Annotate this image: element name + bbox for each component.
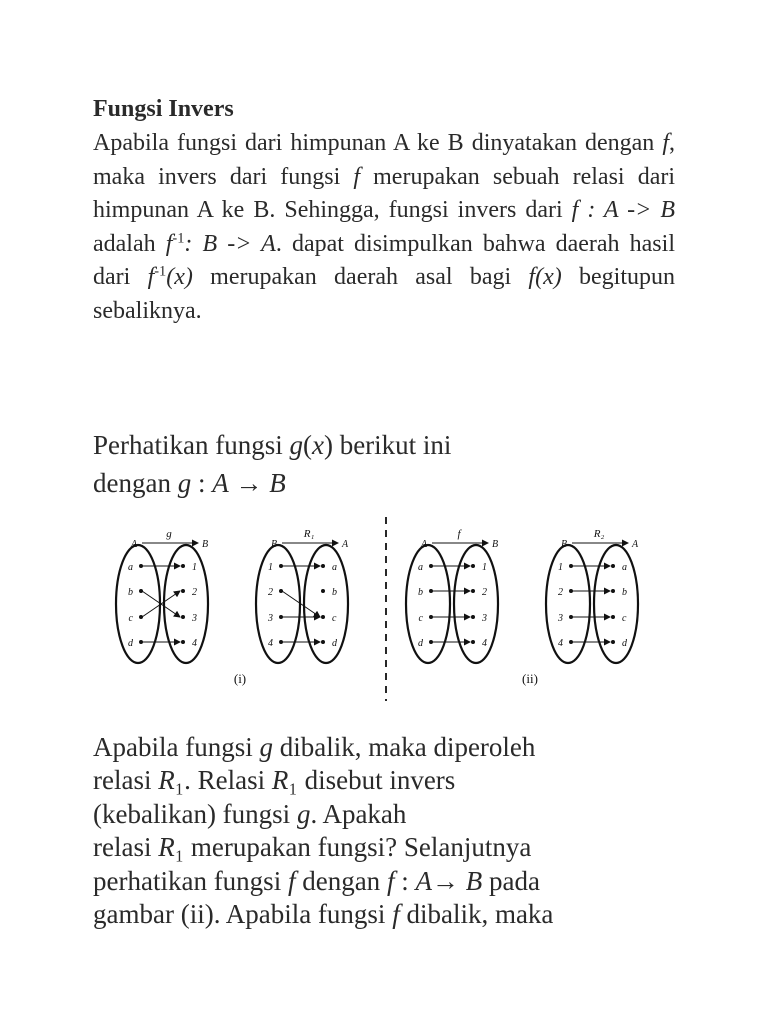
para2-line-4 (93, 831, 693, 864)
math: R (271, 765, 289, 796)
lead-text (93, 426, 693, 502)
subscript: ₁ (288, 765, 298, 796)
domain-ellipse (546, 545, 590, 663)
text: Perhatikan fungsi (93, 430, 290, 460)
codomain-point (611, 589, 615, 593)
diagram-r2 (546, 528, 639, 663)
codomain-element: 1 (482, 562, 487, 573)
math: A (212, 468, 229, 498)
codomain-element: 1 (192, 562, 197, 573)
text: ( (302, 430, 312, 460)
text: : (191, 468, 213, 498)
mapping-diagrams-figure (114, 515, 654, 703)
text: gambar (ii). Apabila fungsi (93, 899, 393, 930)
codomain-element: d (622, 638, 627, 649)
codomain-set-label: B (491, 539, 499, 550)
diagram-r1 (256, 528, 349, 663)
math: A (415, 865, 432, 896)
domain-element: 3 (268, 613, 273, 624)
text: perhatikan fungsi (93, 865, 288, 896)
codomain-element: c (332, 613, 337, 624)
diagram-f (406, 528, 498, 663)
math: g (177, 468, 192, 498)
subscript: ₁ (174, 832, 185, 863)
inverse-paragraph (93, 731, 693, 931)
caption-i: (i) (233, 671, 247, 686)
codomain-point (181, 564, 185, 568)
subscript: ₁ (174, 765, 185, 796)
lead-line-2 (93, 464, 693, 502)
codomain-point (181, 589, 185, 593)
superscript: -1 (154, 263, 167, 280)
codomain-element: 2 (482, 587, 487, 598)
math: f (287, 865, 296, 896)
codomain-point (471, 564, 475, 568)
diagrams-group (116, 528, 639, 663)
math: f (165, 230, 173, 257)
text: dengan (295, 865, 387, 896)
lead-line-1 (93, 426, 693, 464)
codomain-point (611, 640, 615, 644)
codomain-ellipse (454, 545, 498, 663)
domain-element: 4 (268, 638, 273, 649)
math: g (259, 732, 273, 762)
codomain-element: 3 (192, 613, 197, 624)
domain-set-label: B (560, 539, 568, 550)
caption-ii: (ii) (522, 671, 538, 686)
math: R (158, 765, 175, 796)
text: Apabila fungsi (93, 732, 260, 762)
math: f (386, 865, 395, 896)
diagram-g (116, 528, 208, 663)
codomain-point (471, 615, 475, 619)
domain-ellipse (406, 545, 450, 663)
relation-label: R₂ (593, 528, 605, 540)
domain-element: 1 (558, 562, 563, 573)
codomain-element: 4 (192, 638, 197, 649)
math: f : A -> B (571, 197, 675, 224)
codomain-element: 3 (482, 613, 487, 624)
codomain-ellipse (594, 545, 638, 663)
text: (kebalikan) fungsi (93, 798, 297, 829)
text: pada (482, 865, 540, 896)
text: begitupun sebaliknya. (93, 264, 675, 324)
codomain-element: c (622, 613, 627, 624)
math: f (392, 899, 400, 930)
section-heading: Fungsi Invers (93, 96, 234, 122)
math: x (311, 430, 324, 460)
codomain-set-label: A (341, 539, 349, 550)
text: merupakan fungsi? Selanjutnya (184, 832, 532, 863)
math: g (296, 798, 311, 829)
math: g (289, 430, 303, 460)
text: merupakan sebuah relasi dari himpunan A ke B. Sehingga, fungsi invers dari (93, 163, 675, 224)
codomain-point (321, 589, 325, 593)
text: dibalik, maka diperoleh (272, 732, 536, 762)
domain-element: c (418, 613, 423, 624)
domain-element: 2 (558, 587, 563, 598)
para2-line-5 (93, 865, 693, 898)
domain-element: b (418, 587, 423, 598)
codomain-point (321, 640, 325, 644)
text: . dapat disimpulkan bahwa daerah hasil dari (93, 230, 675, 291)
codomain-element: b (332, 587, 337, 598)
codomain-element: b (622, 587, 627, 598)
codomain-element: d (332, 638, 337, 649)
codomain-element: a (622, 562, 627, 573)
codomain-point (611, 564, 615, 568)
domain-element: 4 (558, 638, 563, 649)
domain-element: c (128, 613, 133, 624)
text: dibalik, maka (399, 899, 554, 930)
domain-set-label: A (420, 539, 428, 550)
math: f (353, 163, 361, 190)
mapping-arrow (282, 591, 320, 617)
domain-ellipse (116, 545, 160, 663)
codomain-element: 4 (482, 638, 487, 649)
domain-element: d (128, 638, 133, 649)
domain-set-label: B (270, 539, 278, 550)
math: B (269, 468, 286, 498)
codomain-set-label: B (201, 539, 209, 550)
math: f(x) (528, 264, 562, 291)
text: ) berikut ini (323, 430, 452, 460)
codomain-element: a (332, 562, 337, 573)
codomain-point (471, 589, 475, 593)
codomain-point (181, 615, 185, 619)
text: . Relasi (184, 765, 272, 796)
text: , maka invers dari fungsi (93, 130, 675, 190)
codomain-set-label: A (631, 539, 639, 550)
para2-line-1 (93, 731, 693, 764)
relation-label: g (166, 528, 172, 540)
para2-line-3 (93, 798, 693, 831)
codomain-point (611, 615, 615, 619)
domain-element: a (128, 562, 133, 573)
superscript: -1 (172, 230, 185, 247)
codomain-element: 2 (192, 587, 197, 598)
codomain-point (181, 640, 185, 644)
text: adalah (93, 230, 166, 257)
text: disebut invers (297, 765, 456, 796)
text: . Apakah (310, 798, 407, 829)
intro-paragraph (93, 127, 675, 329)
text: relasi (93, 765, 159, 796)
relation-label: R₁ (303, 528, 315, 540)
math: : B -> A (184, 230, 276, 257)
text: → (228, 468, 270, 498)
math: f (147, 264, 155, 291)
domain-set-label: A (130, 539, 138, 550)
math: (x) (166, 264, 193, 291)
codomain-ellipse (164, 545, 208, 663)
codomain-point (321, 564, 325, 568)
math: B (465, 865, 483, 896)
domain-element: d (418, 638, 423, 649)
domain-ellipse (256, 545, 300, 663)
text: dengan (93, 468, 178, 498)
math: R (158, 832, 175, 863)
codomain-point (471, 640, 475, 644)
text: Apabila fungsi dari himpunan A ke B dinyatakan dengan (93, 130, 663, 156)
codomain-point (321, 615, 325, 619)
domain-element: a (418, 562, 423, 573)
para2-line-6 (93, 898, 693, 931)
text: merupakan daerah asal bagi (192, 264, 529, 291)
math: f (662, 130, 669, 156)
text: → (431, 865, 466, 896)
domain-element: b (128, 587, 133, 598)
text: : (394, 865, 416, 896)
domain-element: 1 (268, 562, 273, 573)
domain-element: 2 (268, 587, 273, 598)
domain-element: 3 (558, 613, 563, 624)
para2-line-2 (93, 764, 693, 797)
codomain-ellipse (304, 545, 348, 663)
relation-label: f (457, 528, 461, 540)
text: relasi (93, 832, 159, 863)
